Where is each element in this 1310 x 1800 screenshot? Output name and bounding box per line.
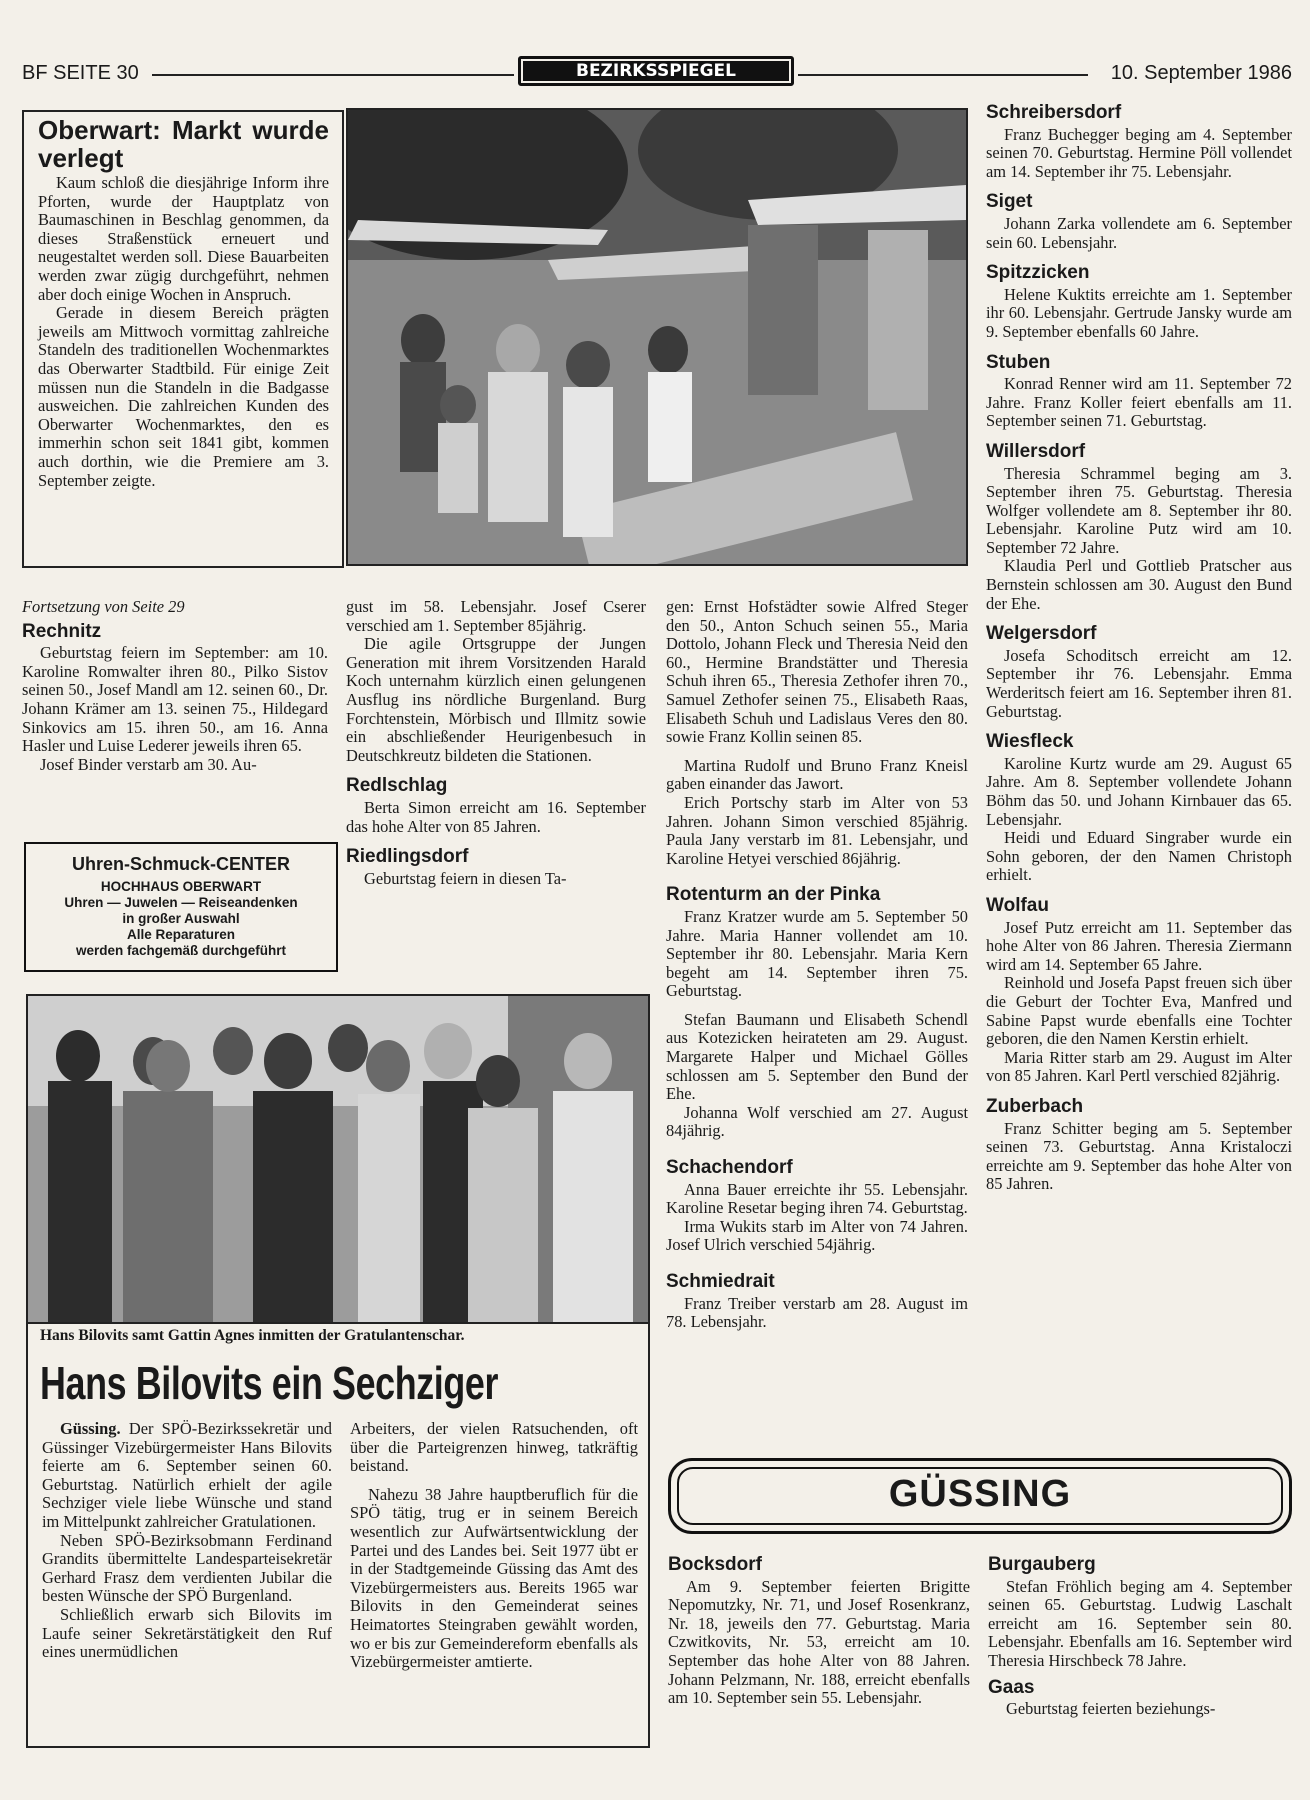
column-3-para: gen: Ernst Hofstädter sowie Alfred Steger den 50., Anton Schuch seinen 55., Maria Dottolo, Johann Fleck und Theresia Neid den 60., Hermine Brandstätter und Theresia Schuh ihren 65., Theresia Zethofer ihren 70., Samuel Zethofer seinen 75., Elisabeth Raas, Elisabeth Schuh und Ladislaus Veres den 80. sowie Franz Kollin seinen 85.: [666, 597, 968, 747]
bilovits-para-3: Schließlich erwarb sich Bilovits im Laufe seiner Sekretärstätigkeit den Ruf eines unermüdlichen: [42, 1604, 332, 1662]
column-1: [22, 598, 328, 774]
rechnitz-para-1: Geburtstag feiern im September: am 10. Karoline Romwalter ihren 80., Pilko Sistov seinen 50., Josef Mandl am 12. seinen 60., Dr. Johann Krämer am 13. seinen 75., Hildegard Sinkovics am 15. ihren 50., am 16. Anna Hasler und Luise Lederer jeweils ihren 65.: [22, 643, 328, 756]
guessing-banner-title: GÜSSING: [677, 1467, 1283, 1525]
section-title: Rechnitz: [22, 620, 102, 642]
oberwart-para-2: Gerade in diesem Bereich prägten jeweils am Mittwoch vormittag zahlreiche Standeln des traditionellen Wochenmarktes das Oberwarter Stadtbild. Für einige Zeit müssen nun die Standeln in die Badgasse ausweichen. Die zahlreichen Kunden des Oberwarter Wochenmarktes, den es immerhin schon seit 1841 gibt, kommen auch dorthin, wie die Premiere am 3. September zeigte.: [38, 303, 329, 490]
ad-line: werden fachgemäß durchgeführt: [75, 943, 287, 958]
header-rule-right: [798, 74, 1088, 76]
column-2-para-1: gust im 58. Lebensjahr. Josef Cserer verschied am 1. September 85jährig.: [346, 597, 646, 635]
section-text: Reinhold und Josefa Papst freuen sich über die Geburt der Tochter Eva, Manfred und Sabine Papst wurde ebenfalls eine Tochter geboren, die den Namen Kerstin erhielt.: [986, 973, 1292, 1049]
dateline: Güssing.: [60, 1419, 121, 1438]
section-text: Helene Kuktits erreichte am 1. September ihr 60. Lebensjahr. Gertrude Jansky wurde am 9. September ebenfalls 60 Jahre.: [986, 284, 1292, 341]
riedlingsdorf-text: Geburtstag feiern in diesen Ta-: [364, 868, 567, 888]
column-3-para: Franz Treiber verstarb am 28. August im 78. Lebensjahr.: [666, 1293, 968, 1332]
bilovits-para-2: Neben SPÖ-Bezirksobmann Ferdinand Grandits übermittelte Landesparteisekretär Gerhard Frasz dem verdienten Jubilar die besten Wünsche der SPÖ Burgenland.: [42, 1530, 332, 1606]
guessing-banner: [668, 1458, 1292, 1534]
gaas-text: Geburtstag feierten beziehungs-: [1006, 1699, 1216, 1719]
column-3-para: Johanna Wolf verschied am 27. August 84jährig.: [666, 1102, 968, 1141]
section-title: Zuberbach: [986, 1095, 1084, 1117]
section-title: Wiesfleck: [986, 731, 1074, 753]
section-badge: [518, 56, 794, 86]
rechnitz-para-2: Josef Binder verstarb am 30. Au-: [40, 754, 257, 774]
section-title: BEZIRKSSPIEGEL: [523, 61, 789, 81]
photo-caption: Hans Bilovits samt Gattin Agnes inmitten der Gratulantenschar.: [40, 1327, 465, 1344]
ad-title: Uhren-Schmuck-CENTER: [71, 854, 291, 874]
section-title: Schreibersdorf: [986, 102, 1122, 123]
section-text: Maria Ritter starb am 29. August im Alter von 85 Jahren. Karl Pertl verschied 82jährig.: [986, 1047, 1292, 1086]
bocksdorf-text: Am 9. September feierten Brigitte Nepomutzky, Nr. 71, und Josef Rosenkranz, Nr. 18, jeweils den 77. Geburtstag. Maria Czwitkovits, Nr. 53, erreicht am 10. September das hohe Alter von 88 Jahren. Johann Pelzmann, Nr. 188, erreicht ebenfalls am 10. September sein 55. Lebensjahr.: [668, 1576, 970, 1708]
burgauberg-text: Stefan Fröhlich beging am 4. September seinen 65. Geburtstag. Ludwig Laschalt erreicht am 16. September sein 80. Lebensjahr. Ebenfalls am 16. September wird Theresia Hirschbeck 78 Jahre.: [988, 1576, 1292, 1670]
column-3-para: Irma Wukits starb im Alter von 74 Jahren. Josef Ulrich verschied 54jährig.: [666, 1216, 968, 1255]
section-title: Welgersdorf: [986, 623, 1097, 645]
column-3-para: Stefan Baumann und Elisabeth Schendl aus Kotezicken heirateten am 29. August. Margarete Halper und Michael Gölles schlossen am 5. September den Bund der Ehe.: [666, 1009, 968, 1104]
bilovits-column-2: [350, 1420, 638, 1672]
column-3-para: Franz Kratzer wurde am 5. September 50 Jahre. Maria Hanner vollendet am 10. September ihr 80. Lebensjahr. Maria Kern begeht am 14. September ihren 75. Geburtstag.: [666, 906, 968, 1001]
bilovits-para-1: [42, 1420, 332, 1532]
redlschlag-text: Berta Simon erreicht am 16. September das hohe Alter von 85 Jahren.: [346, 797, 646, 836]
issue-date: 10. September 1986: [1110, 62, 1292, 84]
section-title: Burgauberg: [988, 1554, 1096, 1575]
section-text: Johann Zarka vollendete am 6. September sein 60. Lebensjahr.: [986, 213, 1292, 252]
section-text: Klaudia Perl und Gottlieb Pratscher aus Bernstein schlossen am 30. August den Bund der Ehe.: [986, 556, 1292, 613]
section-title: Gaas: [988, 1676, 1035, 1698]
market-photo: [346, 108, 968, 566]
column-3-para: Anna Bauer erreichte ihr 55. Lebensjahr. Karoline Resetar beging ihren 74. Geburtstag.: [666, 1179, 968, 1218]
section-title: Rotenturm an der Pinka: [666, 884, 881, 906]
oberwart-headline: Oberwart: Markt wurde verlegt: [38, 115, 329, 173]
bilovits-para-4: Arbeiters, der vielen Ratsuchenden, oft über die Parteigrenzen hinweg, tatkräftig beistand.: [350, 1419, 638, 1476]
ad-line: Uhren — Juwelen — Reiseandenken: [64, 895, 298, 910]
oberwart-article: [22, 110, 344, 568]
right-column-top: [986, 104, 1292, 1194]
section-title: Schachendorf: [666, 1157, 793, 1179]
oberwart-para-1: Kaum schloß die diesjährige Inform ihre Pforten, wurde der Hauptplatz von Baumaschinen in Beschlag genommen, da dieses Straßenstück erneuert und neugestaltet werden soll. Diese Bauarbeiten werden zwar zügig durchgeführt, nehmen aber doch einige Wochen in Anspruch.: [38, 173, 329, 304]
section-text: Karoline Kurtz wurde am 29. August 65 Jahre. Am 8. September vollendete Johann Böhm das 50. und Johann Kirnbauer das 65. Lebensjahr.: [986, 753, 1292, 829]
bilovits-column-1: [42, 1420, 332, 1662]
section-title: Schmiedrait: [666, 1271, 775, 1292]
section-title: Spitzzicken: [986, 262, 1090, 284]
page-number: BF SEITE 30: [22, 62, 139, 84]
section-text: Franz Buchegger beging am 4. September seinen 70. Geburtstag. Hermine Pöll vollendet am 14. September ihr 75. Lebensjahr.: [986, 124, 1292, 181]
section-text: Franz Schitter beging am 5. September seinen 73. Geburtstag. Anna Kristaloczi erreichte am 9. September das hohe Alter von 85 Jahren.: [986, 1118, 1292, 1194]
bilovits-para-5: Nahezu 38 Jahre hauptberuflich für die SPÖ tätig, trug er in seinem Bereich wesentlich zur Aufwärtsentwicklung der Partei und des Landes bei. Seit 1977 übt er in der Stadtgemeinde Güssing das Amt des Vizebürgermeisters aus. Bereits 1965 war Bilovits in den Gemeinderat seines Heimatortes Steingraben gewählt worden, wo er bis zur Gemeindereform ebenfalls als Vizebürgermeister amtierte.: [350, 1484, 638, 1672]
section-text: Heidi und Eduard Singraber wurde ein Sohn geboren, der den Namen Christoph erhielt.: [986, 828, 1292, 885]
section-text: Josef Putz erreicht am 11. September das hohe Alter von 86 Jahren. Theresia Ziermann wird am 14. September 65 Jahre.: [986, 917, 1292, 974]
ad-line: Alle Reparaturen: [126, 927, 236, 942]
section-title: Bocksdorf: [668, 1554, 762, 1575]
column-2-para-2: Die agile Ortsgruppe der Jungen Generation mit ihrem Vorsitzenden Harald Koch unternahm kürzlich einen gelungenen Ausflug ins nördliche Burgenland. Burg Forchtenstein, Mörbisch und Illmitz sowie ein abschließender Heurigenbesuch in Deutschkreutz bildeten die Stationen.: [346, 634, 646, 765]
bilovits-headline: Hans Bilovits ein Sechziger: [40, 1357, 499, 1409]
bilovits-para-1-text: Der SPÖ-Bezirkssekretär und Güssinger Vizebürgermeister Hans Bilovits feierte am 6. September seinen 60. Geburtstag. Natürlich erhielt der agile Sechziger viele liebe Wünsche und stand im Mittelpunkt zahlreicher Gratulationen.: [42, 1419, 332, 1531]
section-text: Josefa Schoditsch erreicht am 12. September ihr 76. Lebensjahr. Emma Werderitsch feiert am 16. September ihren 81. Geburtstag.: [986, 645, 1292, 721]
continuation-note: Fortsetzung von Seite 29: [22, 597, 185, 616]
section-title: Wolfau: [986, 894, 1049, 916]
section-title: Siget: [986, 191, 1033, 213]
guessing-column-2: [988, 1556, 1292, 1719]
section-title: Stuben: [986, 351, 1051, 373]
group-photo: [26, 994, 650, 1324]
column-3: [666, 598, 968, 1332]
section-title: Redlschlag: [346, 775, 448, 797]
section-title: Riedlingsdorf: [346, 846, 469, 868]
guessing-column-1: [668, 1556, 970, 1708]
section-text: Theresia Schrammel beging am 3. September ihren 75. Geburtstag. Theresia Wolfger vollendete am 8. September ihr 80. Lebensjahr. Karoline Putz wird am 10. September 72 Jahre.: [986, 463, 1292, 557]
column-3-para: Martina Rudolf und Bruno Franz Kneisl gaben einander das Jawort.: [666, 755, 968, 794]
column-3-para: Erich Portschy starb im Alter von 53 Jahren. Johann Simon verschied 85jährig. Paula Jany verstarb im 81. Lebensjahr, und Karoline Hetyei verschied 86jährig.: [666, 792, 968, 868]
ad-line: HOCHHAUS OBERWART: [100, 879, 262, 894]
ad-line: in großer Auswahl: [122, 911, 240, 926]
header-rule-left: [152, 74, 514, 76]
section-text: Konrad Renner wird am 11. September 72 Jahre. Franz Koller feiert ebenfalls am 11. September seinen 71. Geburtstag.: [986, 374, 1292, 431]
advertisement: [24, 842, 338, 972]
column-2: [346, 598, 646, 888]
section-title: Willersdorf: [986, 440, 1086, 462]
